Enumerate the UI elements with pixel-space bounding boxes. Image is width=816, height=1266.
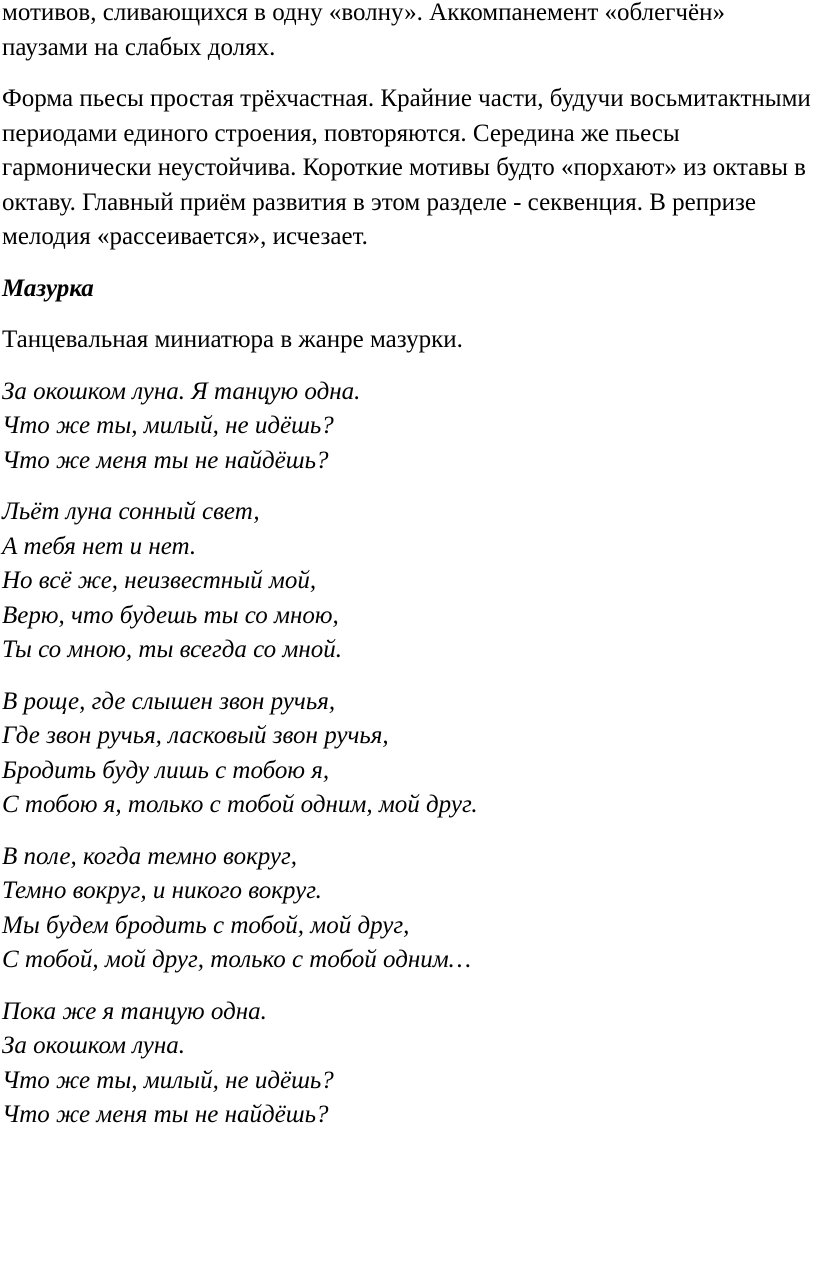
verse-line: Бродить буду лишь с тобою я, bbox=[2, 756, 330, 784]
poem-stanza-1 bbox=[2, 375, 812, 496]
verse-line: В роще, где слышен звон ручья, bbox=[2, 687, 336, 715]
paragraph-form: Форма пьесы простая трёхчастная. Крайние части, будучи восьмитактными периодами единого строения, повторяются. Середина же пьесы гармонически неустойчива. Короткие мотивы будто «порхают» из октавы в октаву. Главный приём развития в этом разделе - секвенция. В репризе мелодия «рассеивается», исчезает. bbox=[2, 85, 811, 250]
poem-stanza-4 bbox=[2, 840, 812, 995]
poem-stanza-5 bbox=[2, 995, 812, 1150]
verse-line: С тобою я, только с тобой одним, мой друг. bbox=[2, 791, 478, 818]
paragraph-genre: Танцевальная миниатюра в жанре мазурки. bbox=[2, 326, 463, 353]
verse-line: Что же ты, милый, не идёшь? bbox=[2, 412, 334, 439]
verse-line: Темно вокруг, и никого вокруг. bbox=[2, 877, 322, 904]
verse-line: Пока же я танцую одна. bbox=[2, 997, 267, 1025]
verse-line: Верю, что будешь ты со мною, bbox=[2, 601, 339, 629]
verse-line: Что же меня ты не найдёшь? bbox=[2, 446, 329, 474]
verse-line: За окошком луна. Я танцую одна. bbox=[2, 377, 361, 405]
verse-line: За окошком луна. bbox=[2, 1032, 186, 1059]
verse-line: А тебя нет и нет. bbox=[2, 532, 197, 560]
paragraph-texture: мотивов, сливающихся в одну «волну». Аккомпанемент «облегчён» паузами на слабых долях. bbox=[2, 0, 725, 61]
verse-line: Ты со мною, ты всегда со мной. bbox=[2, 636, 342, 663]
verse-line: С тобой, мой друг, только с тобой одним… bbox=[2, 946, 471, 973]
poem-stanza-3 bbox=[2, 685, 812, 840]
verse-line: Мы будем бродить с тобой, мой друг, bbox=[2, 911, 410, 939]
verse-line: Льёт луна сонный свет, bbox=[2, 498, 260, 525]
poem-stanza-2 bbox=[2, 495, 812, 685]
verse-line: Что же ты, милый, не идёшь? bbox=[2, 1066, 334, 1094]
document-page bbox=[2, 0, 812, 1150]
section-heading-mazurka: Мазурка bbox=[2, 274, 94, 302]
verse-line: Но всё же, неизвестный мой, bbox=[2, 567, 317, 594]
verse-line: Где звон ручья, ласковый звон ручья, bbox=[2, 722, 389, 749]
verse-line: Что же меня ты не найдёшь? bbox=[2, 1101, 329, 1128]
verse-line: В поле, когда темно вокруг, bbox=[2, 842, 298, 870]
